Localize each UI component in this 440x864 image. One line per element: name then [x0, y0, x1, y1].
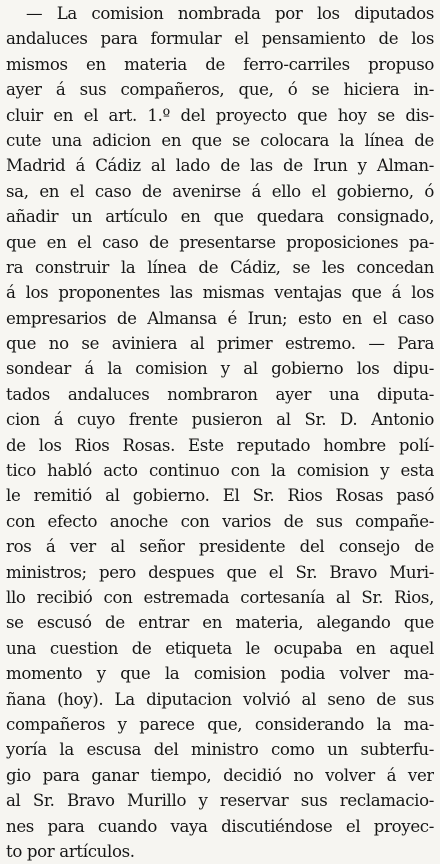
text-line: al Sr. Bravo Murillo y reservar sus reclamacio-: [6, 791, 434, 811]
text-line: cion á cuyo frente pusieron al Sr. D. Antonio: [6, 410, 434, 430]
text-line: andaluces para formular el pensamiento de los: [6, 29, 434, 49]
text-line: de los Rios Rosas. Este reputado hombre polí-: [6, 435, 434, 455]
text-line: Madrid á Cádiz al lado de las de Irun y Alman-: [6, 156, 434, 176]
text-line: llo recibió con estremada cortesanía al Sr. Rios,: [6, 587, 434, 607]
text-line: — La comision nombrada por los diputados: [26, 4, 434, 23]
text-line: yoría la escusa del ministro como un subterfu-: [6, 740, 434, 760]
text-line: compañeros y parece que, considerando la ma-: [6, 714, 434, 734]
article-column: [6, 1, 434, 864]
text-line: á los proponentes las mismas ventajas que á los: [6, 283, 434, 303]
text-line: ayer á sus compañeros, que, ó se hiciera in-: [6, 80, 434, 100]
text-line: empresarios de Almansa é Irun; esto en el caso: [6, 308, 434, 328]
text-line: ñana (hoy). La diputacion volvió al seno de sus: [6, 689, 434, 709]
text-line: tados andaluces nombraron ayer una diputa-: [6, 384, 434, 404]
text-line: ministros; pero despues que el Sr. Bravo Muri-: [6, 562, 434, 582]
text-line: tico habló acto continuo con la comision y esta: [6, 461, 434, 481]
text-line: ra construir la línea de Cádiz, se les concedan: [6, 257, 434, 277]
text-line: se escusó de entrar en materia, alegando que: [6, 613, 434, 633]
text-line: una cuestion de etiqueta le ocupaba en aquel: [6, 638, 434, 658]
text-line: le remitió al gobierno. El Sr. Rios Rosas pasó: [6, 486, 434, 506]
text-line: sondear á la comision y al gobierno los dipu-: [6, 359, 434, 379]
text-line: cute una adicion en que se colocara la línea de: [6, 130, 434, 150]
text-line: nes para cuando vaya discutiéndose el proyec-: [6, 816, 434, 836]
text-line: cluir en el art. 1.º del proyecto que hoy se dis-: [6, 105, 434, 125]
text-line: to por artículos.: [6, 841, 135, 861]
text-line: momento y que la comision podia volver ma-: [6, 664, 434, 684]
text-line: sa, en el caso de avenirse á ello el gobierno, ó: [6, 181, 434, 201]
text-line: con efecto anoche con varios de sus compañe-: [6, 511, 434, 531]
text-line: que no se aviniera al primer estremo. — Para: [6, 334, 434, 354]
text-line: gio para ganar tiempo, decidió no volver á ver: [6, 765, 434, 785]
text-line: que en el caso de presentarse proposiciones pa-: [6, 232, 434, 252]
text-line: añadir un artículo en que quedara consignado,: [6, 207, 434, 227]
text-line: ros á ver al señor presidente del consejo de: [6, 537, 434, 557]
text-line: mismos en materia de ferro-carriles propuso: [6, 54, 434, 74]
